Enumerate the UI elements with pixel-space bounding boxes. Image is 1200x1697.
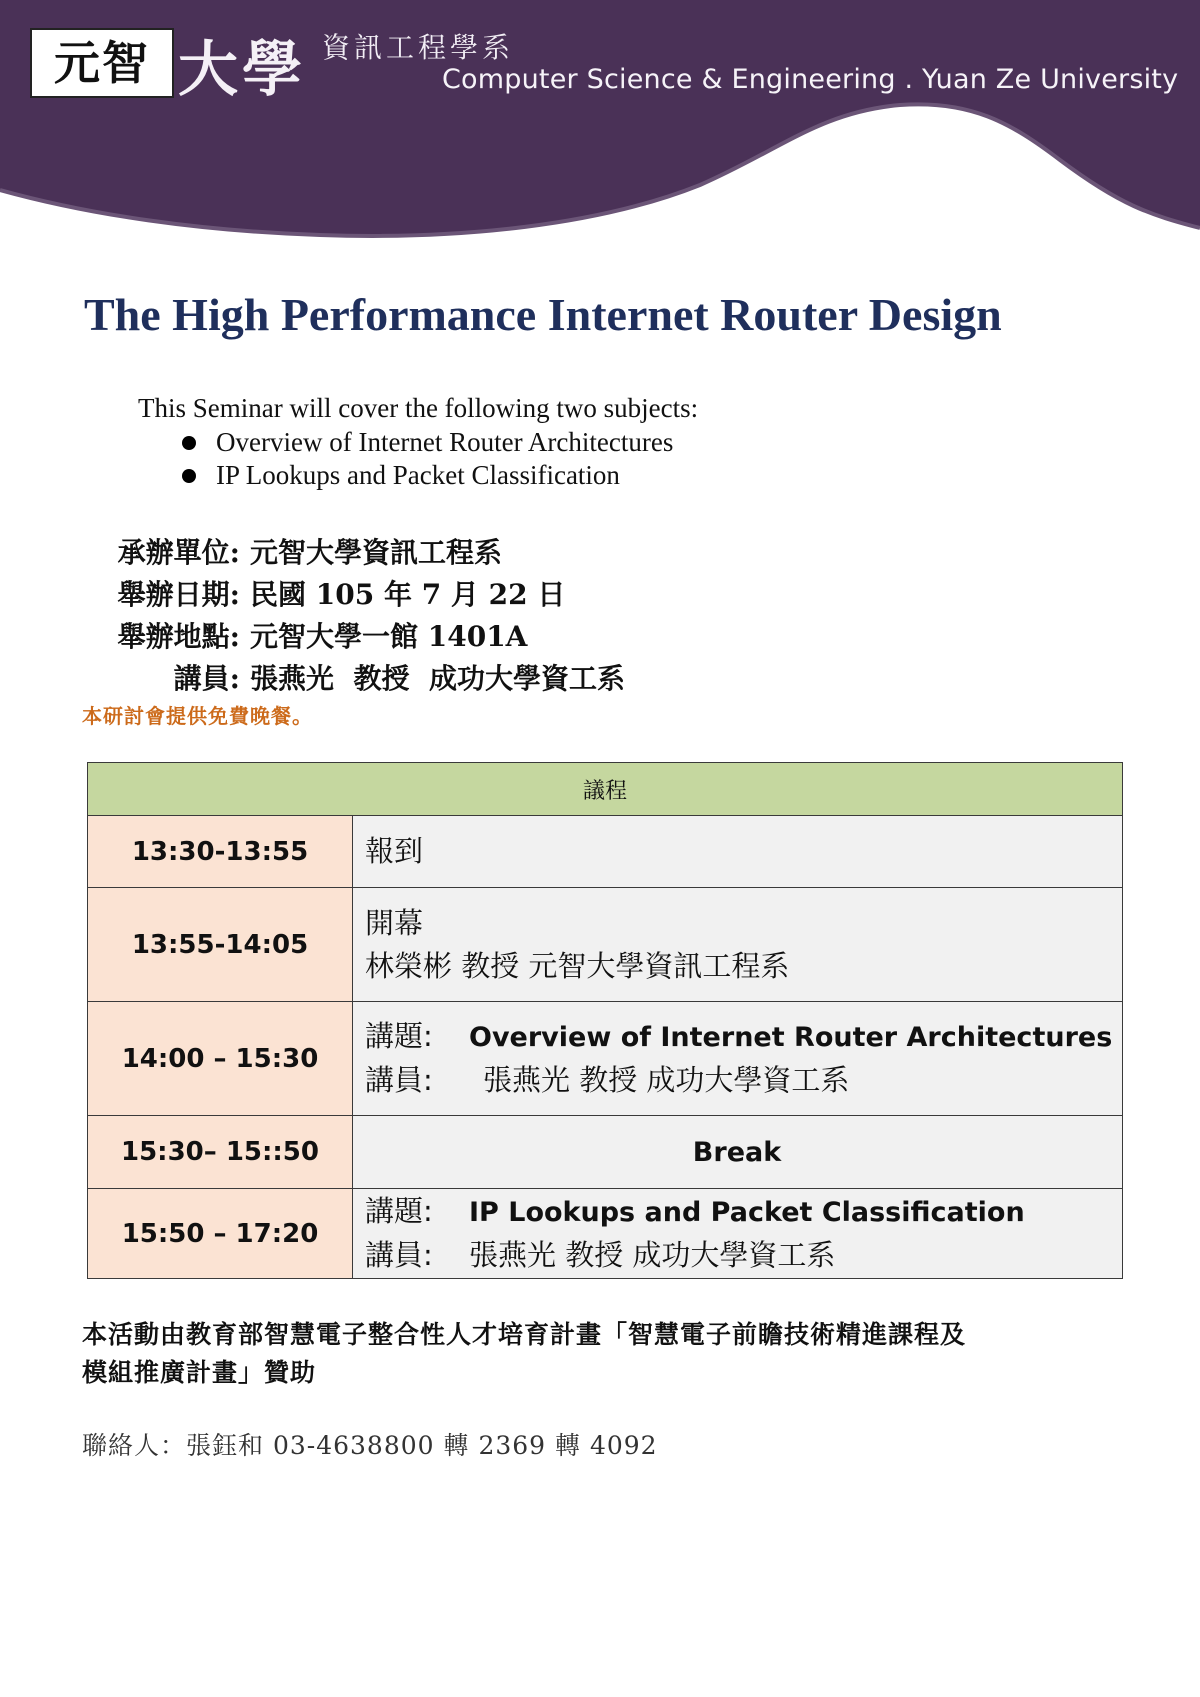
seminar-intro: This Seminar will cover the following two subjects: <box>138 393 699 423</box>
university-logo-text: 大學 <box>178 35 306 105</box>
venue-row: 舉辦地點: 元智大學一館 1401A <box>117 620 528 653</box>
time-cell: 13:30-13:55 <box>88 816 353 888</box>
description-cell: 講題: Overview of Internet Router Architectures 講員: 張燕光 教授 成功大學資工系 <box>353 1002 1123 1116</box>
description-cell: 報到 <box>353 816 1123 888</box>
bullet-icon <box>182 436 196 450</box>
subject-list <box>182 426 673 492</box>
description-cell: 開幕 林榮彬 教授 元智大學資訊工程系 <box>353 888 1123 1002</box>
time-cell: 15:50 – 17:20 <box>88 1189 353 1279</box>
event-info <box>82 530 625 698</box>
department-name-english: Computer Science & Engineering . Yuan Ze University <box>442 64 1179 95</box>
list-item: Overview of Internet Router Architectures <box>182 426 673 459</box>
agenda-header: 議程 <box>88 763 1123 816</box>
list-item: IP Lookups and Packet Classification <box>182 459 673 492</box>
table-row <box>88 888 1123 1002</box>
university-logo: 元智 <box>30 28 174 98</box>
time-cell: 15:30– 15::50 <box>88 1116 353 1189</box>
table-row <box>88 1116 1123 1189</box>
bullet-icon <box>182 469 196 483</box>
break-cell: Break <box>353 1116 1123 1189</box>
time-cell: 13:55-14:05 <box>88 888 353 1002</box>
table-row <box>88 1002 1123 1116</box>
agenda-table <box>87 762 1123 1279</box>
speaker-row: 講員: 張燕光 教授 成功大學資工系 <box>173 662 625 695</box>
department-name-chinese: 資訊工程學系 <box>322 31 515 64</box>
seminar-title: The High Performance Internet Router Design <box>84 289 1002 340</box>
time-cell: 14:00 – 15:30 <box>88 1002 353 1116</box>
contact-info: 聯絡人：張鈺和 03-4638800 轉 2369 轉 4092 <box>82 1431 658 1460</box>
table-row <box>88 816 1123 888</box>
description-cell: 講題: IP Lookups and Packet Classification 講員: 張燕光 教授 成功大學資工系 <box>353 1189 1123 1279</box>
dinner-notice: 本研討會提供免費晚餐。 <box>82 704 313 728</box>
sponsor-note: 本活動由教育部智慧電子整合性人才培育計畫「智慧電子前瞻技術精進課程及 模組推廣計畫」贊助 <box>82 1320 967 1387</box>
header-banner <box>0 0 1200 260</box>
table-row <box>88 1189 1123 1279</box>
date-row: 舉辦日期: 民國 105 年 7 月 22 日 <box>117 578 566 611</box>
organizer-row: 承辦單位: 元智大學資訊工程系 <box>117 536 503 569</box>
